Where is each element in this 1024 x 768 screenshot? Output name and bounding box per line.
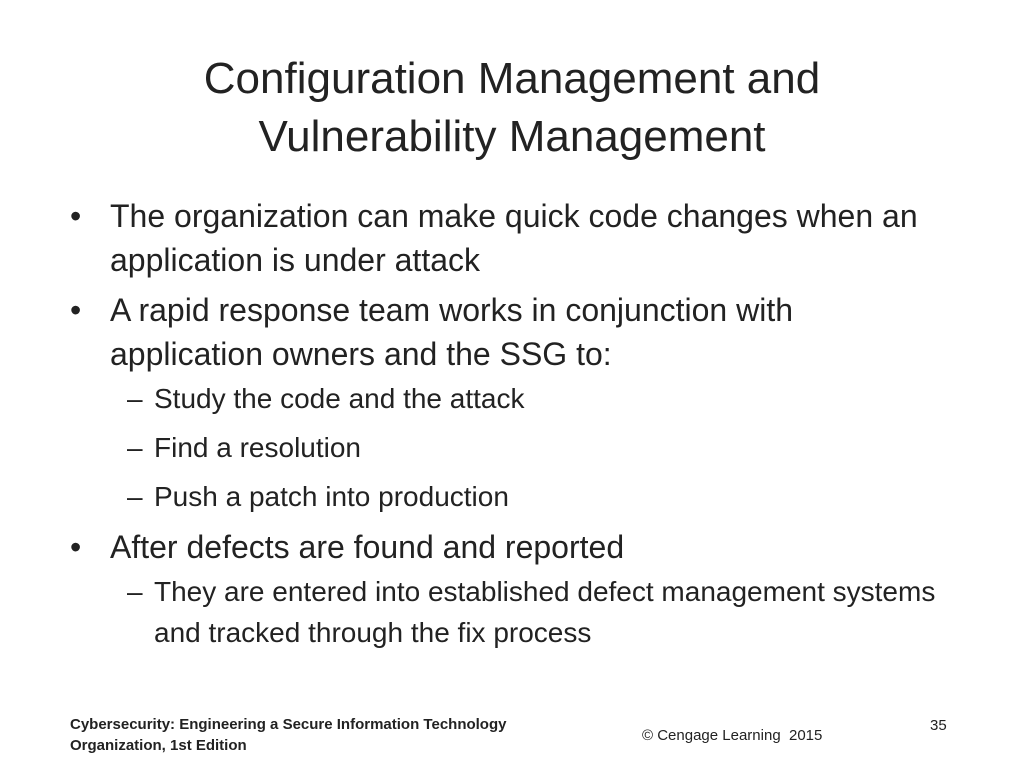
sub-bullet-text: Study the code and the attack: [154, 383, 525, 414]
sub-bullet-text: Find a resolution: [154, 432, 362, 463]
bullet-text: A rapid response team works in conjunction with application owners and the SSG to:: [110, 292, 794, 372]
sub-bullet-list: [110, 378, 950, 518]
bullet-list: [70, 194, 950, 660]
sub-bullet-item: [110, 476, 950, 518]
bullet-item: [70, 525, 950, 653]
sub-bullet-text: Push a patch into production: [154, 481, 509, 512]
title-line-1: Configuration Management and: [203, 54, 821, 103]
dash-icon: –: [127, 432, 143, 463]
bullet-item: [70, 288, 950, 518]
sub-bullet-list: [110, 571, 950, 653]
footer-book-line-2: Organization, 1st Edition: [70, 737, 247, 754]
sub-bullet-item: [110, 571, 950, 653]
slide-title: [60, 50, 964, 166]
footer-book-title: [70, 714, 590, 756]
bullet-dot-icon: •: [70, 198, 82, 234]
bullet-item: [70, 194, 950, 282]
sub-bullet-item: [110, 427, 950, 469]
bullet-text: After defects are found and reported: [110, 529, 625, 565]
bullet-dot-icon: •: [70, 292, 82, 328]
dash-icon: –: [127, 481, 143, 512]
title-line-2: Vulnerability Management: [258, 112, 766, 161]
sub-bullet-text: They are entered into established defect management systems and tracked through the fix process: [154, 576, 936, 648]
footer-copyright: © Cengage Learning 2015: [642, 727, 823, 744]
sub-bullet-item: [110, 378, 950, 420]
bullet-dot-icon: •: [70, 529, 82, 565]
page-number: 35: [930, 717, 947, 734]
dash-icon: –: [127, 576, 143, 607]
footer-book-line-1: Cybersecurity: Engineering a Secure Information Technology: [70, 716, 507, 733]
dash-icon: –: [127, 383, 143, 414]
bullet-text: The organization can make quick code changes when an application is under attack: [110, 198, 918, 278]
